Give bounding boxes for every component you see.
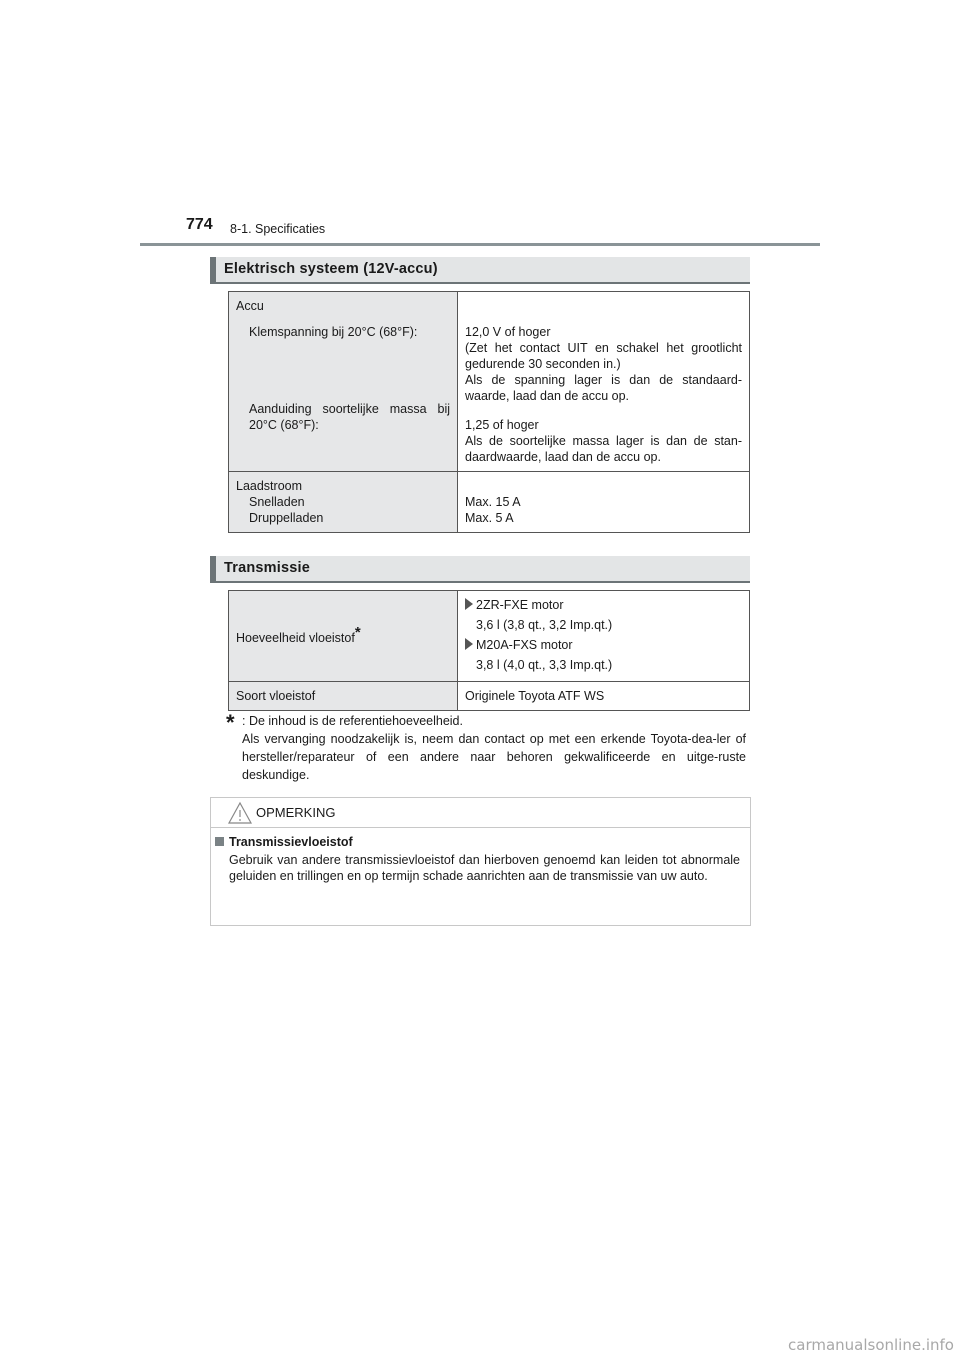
table-row-laadstroom	[229, 472, 750, 533]
notice-heading-text: Transmissievloeistof	[229, 835, 353, 849]
accu-value-cell	[458, 292, 750, 472]
table-row-fluid-type	[229, 682, 750, 711]
page-number: 774	[186, 216, 213, 233]
notice-box	[210, 797, 751, 926]
triangle-bullet-icon	[465, 638, 473, 650]
notice-paragraph: Gebruik van andere transmissievloeistof dan hierboven genoemd kan leiden tot abnormale geluiden en trillingen en op termijn schade aanrichten aan de transmissie van uw auto.	[229, 853, 740, 883]
engine-1-value: 3,6 l (3,8 qt., 3,2 Imp.qt.)	[476, 618, 613, 632]
transmission-section-title: Transmissie	[224, 560, 311, 576]
breadcrumb: 8-1. Specificaties	[230, 222, 326, 236]
type-value: Originele Toyota ATF WS	[458, 682, 750, 711]
triangle-bullet-icon	[465, 598, 473, 610]
snel-label: Snelladen	[249, 495, 305, 509]
qty-label: Hoeveelheid vloeistof	[236, 631, 355, 646]
engine-2-value: 3,8 l (4,0 qt., 3,3 Imp.qt.)	[476, 658, 613, 672]
laad-value-cell	[458, 472, 750, 533]
notice-heading	[215, 834, 750, 850]
notice-body	[211, 834, 750, 884]
laad-label-cell	[229, 472, 458, 533]
transmission-section-heading	[210, 556, 750, 583]
snel-value: Max. 15 A	[465, 495, 521, 509]
massa-value-2: Als de soortelijke massa lager is dan de stan-daardwaarde, laad dan de accu op.	[465, 434, 742, 464]
qty-value-cell	[458, 591, 750, 682]
electrical-section-title: Elektrisch systeem (12V-accu)	[224, 261, 438, 277]
notice-title: OPMERKING	[256, 805, 336, 820]
engine-1-label: 2ZR-FXE motor	[476, 598, 564, 612]
engine-2-item	[465, 635, 742, 655]
klem-value-1: 12,0 V of hoger	[465, 325, 551, 339]
klem-value-2: (Zet het contact UIT en schakel het grootlicht gedurende 30 seconden in.)	[465, 341, 742, 371]
footnote-body: Als vervanging noodzakelijk is, neem dan contact op met een erkende Toyota-dea-ler of hersteller/reparateur of een andere naar behoren gekwalificeerde en uitge-ruste deskundige.	[242, 732, 746, 782]
accu-label-cell	[229, 292, 458, 472]
transmission-spec-table	[228, 590, 750, 711]
table-row-accu	[229, 292, 750, 472]
laad-label: Laadstroom	[236, 479, 303, 493]
heading-accent-bar	[210, 556, 216, 581]
square-bullet-icon	[215, 837, 224, 846]
footnote-star: *	[226, 710, 235, 735]
warning-triangle-icon	[227, 801, 253, 825]
klem-label: Klemspanning bij 20°C (68°F):	[249, 325, 418, 339]
type-label: Soort vloeistof	[229, 682, 458, 711]
accu-label: Accu	[236, 299, 264, 313]
engine-2-label: M20A-FXS motor	[476, 638, 573, 652]
engine-1-item	[465, 595, 742, 615]
footnote	[226, 712, 746, 784]
qty-label-cell	[229, 591, 458, 682]
footnote-marker: *	[354, 624, 361, 642]
massa-label: Aanduiding soortelijke massa bij 20°C (68°F):	[249, 402, 450, 432]
electrical-spec-table	[228, 291, 750, 533]
table-row-quantity	[229, 591, 750, 682]
footnote-line-1: : De inhoud is de referentiehoeveelheid.	[242, 714, 463, 728]
header-divider	[140, 243, 820, 246]
massa-value-1: 1,25 of hoger	[465, 418, 539, 432]
heading-accent-bar	[210, 257, 216, 282]
electrical-section-heading	[210, 257, 750, 284]
notice-header	[211, 798, 750, 828]
druppel-label: Druppelladen	[249, 511, 324, 525]
klem-value-3: Als de spanning lager is dan de standaard-waarde, laad dan de accu op.	[465, 373, 742, 403]
watermark: carmanualsonline.info	[788, 1336, 954, 1354]
druppel-value: Max. 5 A	[465, 511, 514, 525]
